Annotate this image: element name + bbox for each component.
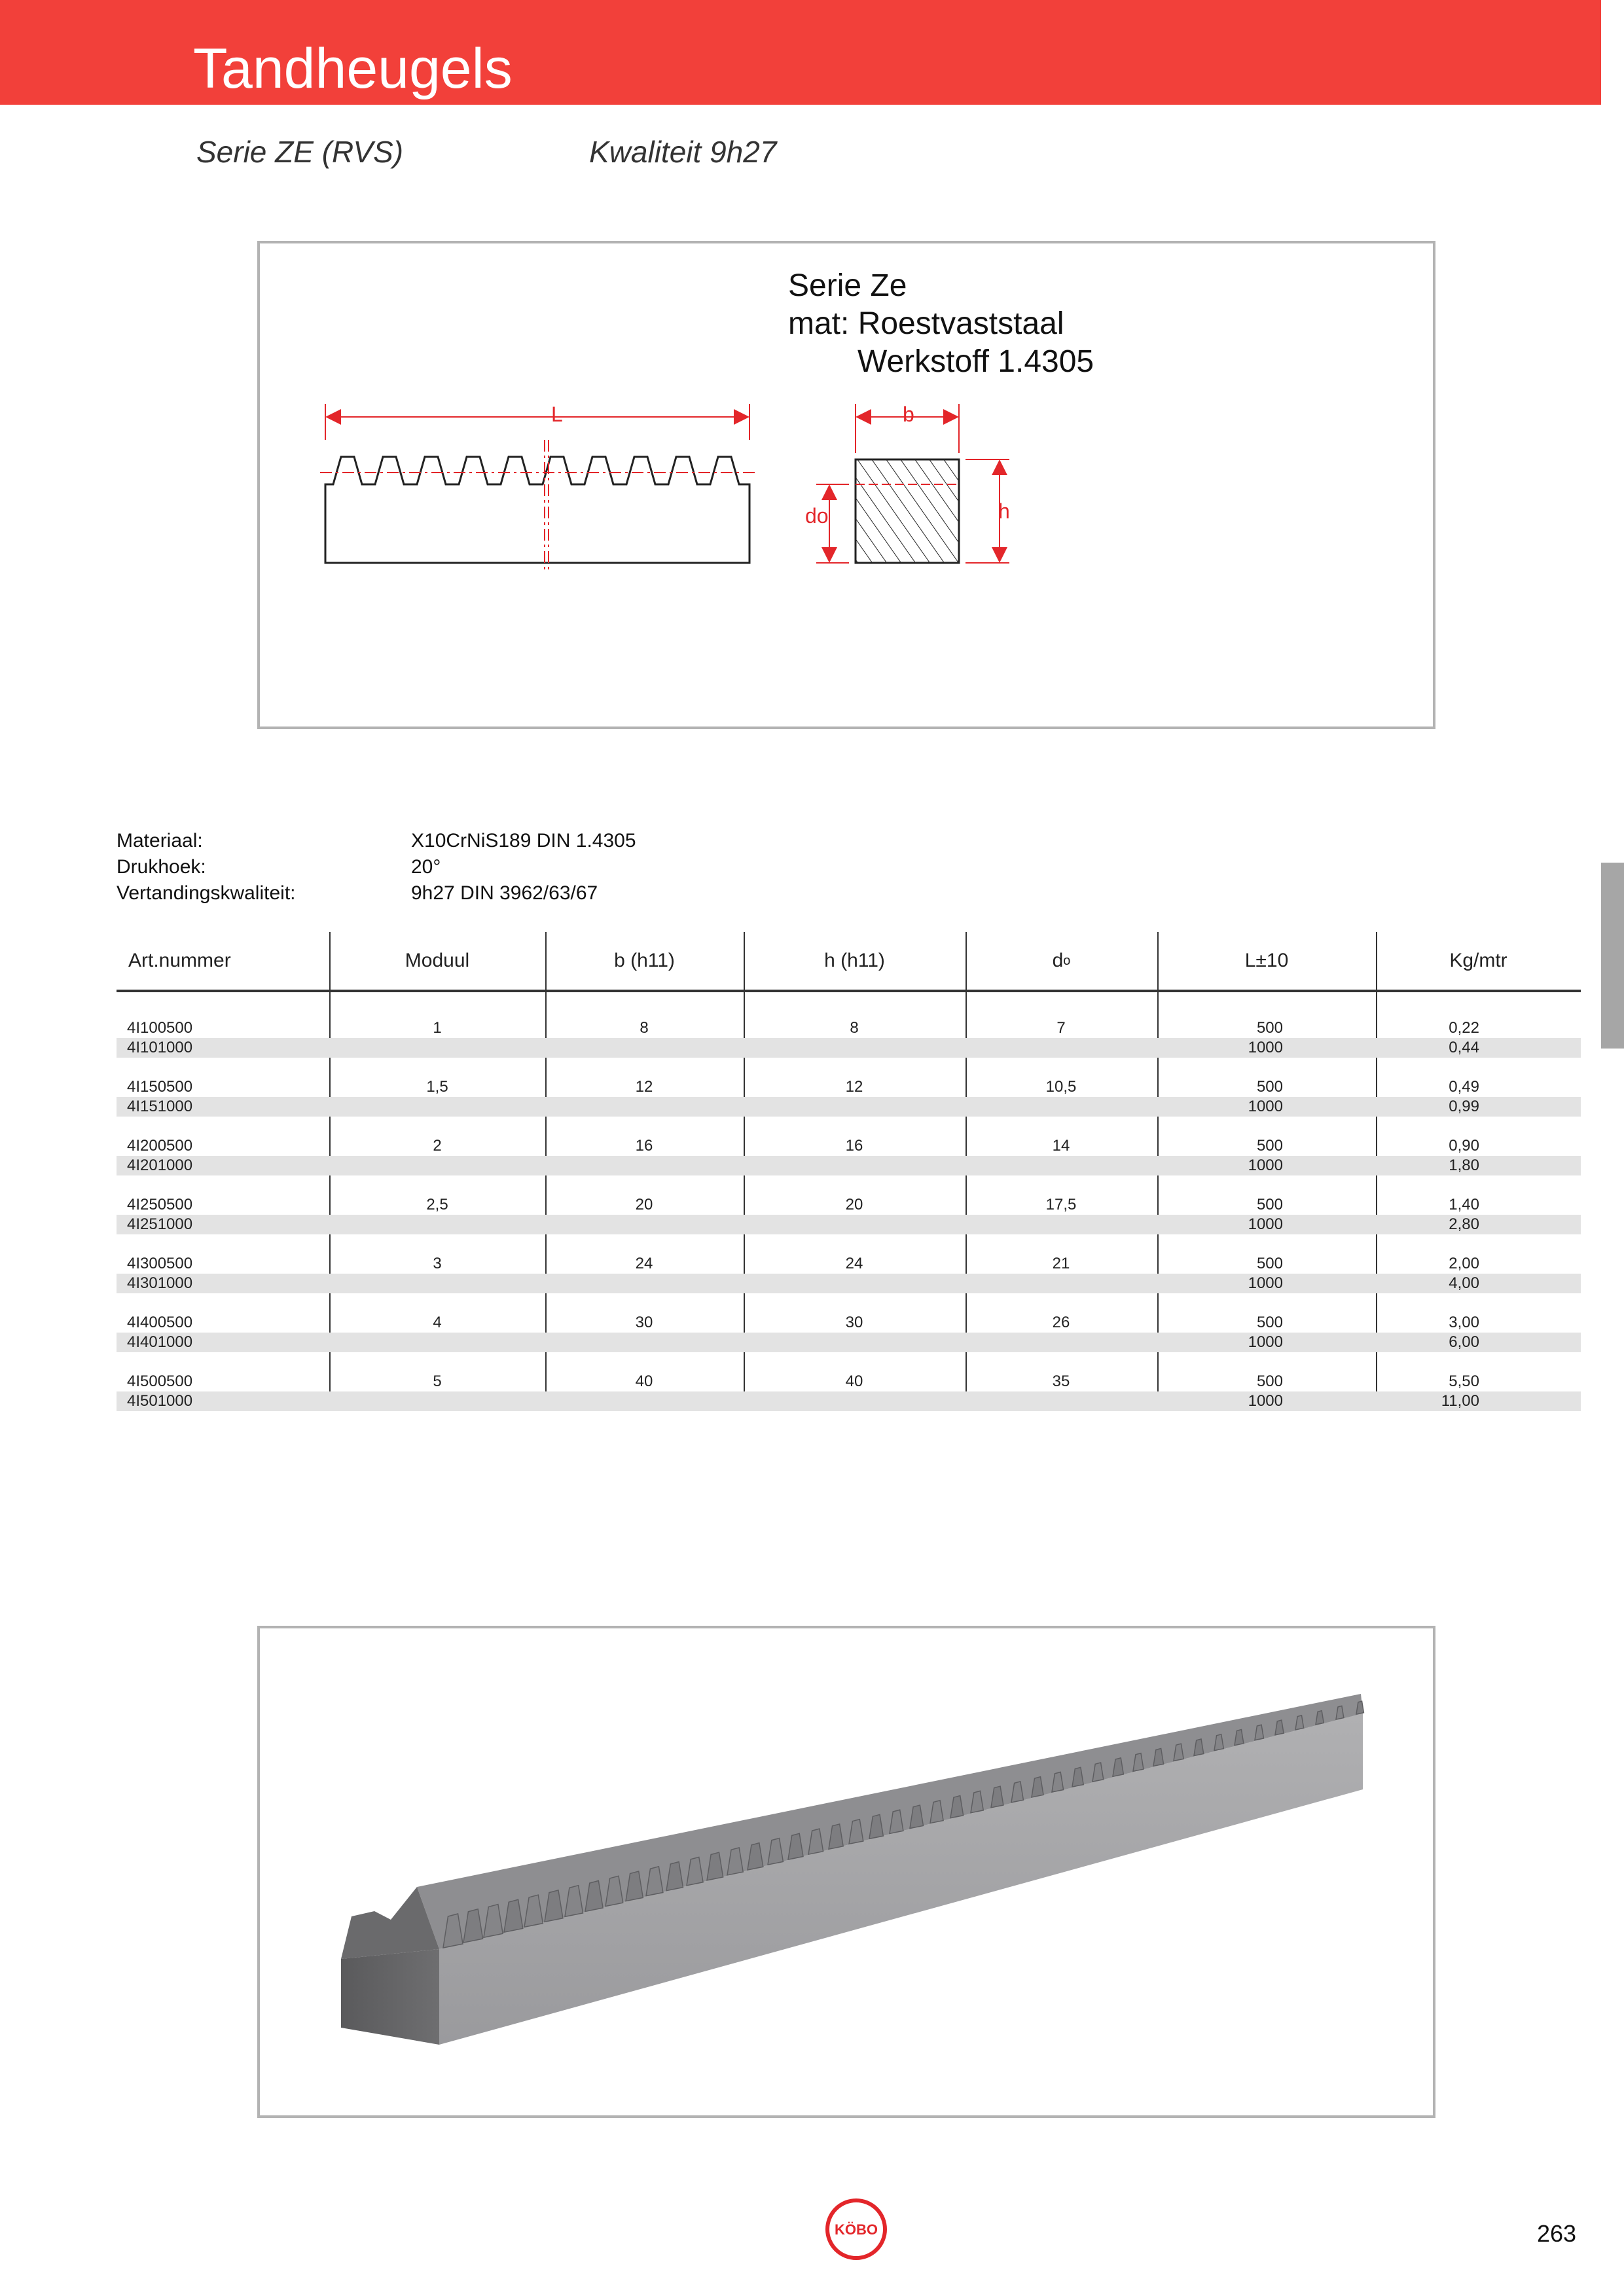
table-row xyxy=(117,1274,1581,1293)
cell-length: 500 xyxy=(1256,1019,1283,1037)
quality-subtitle: Kwaliteit 9h27 xyxy=(589,135,777,169)
header-h: h (h11) xyxy=(824,950,885,971)
spec-label: Drukhoek: xyxy=(117,856,206,878)
cell-do: 14 xyxy=(1052,1137,1070,1155)
dimension-label-do: do xyxy=(805,504,829,528)
cell-b: 24 xyxy=(635,1255,653,1272)
table-row xyxy=(117,1077,1581,1097)
dimension-label-b: b xyxy=(903,403,914,426)
table-row-group xyxy=(117,1136,1581,1195)
cell-h: 16 xyxy=(845,1137,863,1155)
table-row xyxy=(117,1215,1581,1234)
header-d-subscript: o xyxy=(1063,953,1071,968)
cell-kg: 0,44 xyxy=(1449,1039,1479,1056)
cell-h: 20 xyxy=(845,1196,863,1213)
cell-length: 1000 xyxy=(1248,1392,1283,1410)
cell-art: 4I151000 xyxy=(127,1098,193,1115)
cell-h: 40 xyxy=(845,1372,863,1390)
cell-do: 21 xyxy=(1052,1255,1070,1272)
table-row xyxy=(117,1018,1581,1038)
cell-b: 40 xyxy=(635,1372,653,1390)
note-line-3: Werkstoff 1.4305 xyxy=(857,344,1094,379)
product-image-frame xyxy=(257,1626,1435,2118)
table-row xyxy=(117,1136,1581,1156)
table-row-group xyxy=(117,1254,1581,1313)
logo-text: KÖBO xyxy=(835,2221,878,2238)
cell-art: 4I150500 xyxy=(127,1078,193,1096)
spec-label: Vertandingskwaliteit: xyxy=(117,882,296,904)
kobo-logo xyxy=(823,2197,889,2262)
cell-b: 12 xyxy=(635,1078,653,1096)
cell-art: 4I500500 xyxy=(127,1372,193,1390)
series-material-note xyxy=(788,267,1094,381)
cell-moduul: 1,5 xyxy=(426,1078,448,1096)
product-table xyxy=(117,932,1581,1410)
cell-b: 16 xyxy=(635,1137,653,1155)
cell-length: 1000 xyxy=(1248,1215,1283,1233)
cell-art: 4I301000 xyxy=(127,1274,193,1292)
cell-do: 35 xyxy=(1052,1372,1070,1390)
cell-art: 4I201000 xyxy=(127,1157,193,1174)
table-header xyxy=(117,932,1581,990)
cell-moduul: 1 xyxy=(433,1019,442,1037)
cell-kg: 11,00 xyxy=(1441,1392,1479,1410)
cell-length: 500 xyxy=(1256,1137,1283,1155)
cell-b: 30 xyxy=(635,1314,653,1331)
header-moduul: Moduul xyxy=(405,950,470,971)
cell-b: 8 xyxy=(640,1019,649,1037)
table-row-group xyxy=(117,1195,1581,1254)
cell-do: 26 xyxy=(1052,1314,1070,1331)
cell-kg: 4,00 xyxy=(1449,1274,1479,1292)
dimension-label-L: L xyxy=(551,403,563,426)
page-number: 263 xyxy=(1537,2220,1577,2247)
cell-length: 500 xyxy=(1256,1078,1283,1096)
dimension-label-h: h xyxy=(998,499,1010,523)
cell-moduul: 3 xyxy=(433,1255,442,1272)
cell-kg: 0,90 xyxy=(1449,1137,1479,1155)
spec-label: Materiaal: xyxy=(117,830,203,852)
series-subtitle: Serie ZE (RVS) xyxy=(196,135,404,169)
table-row xyxy=(117,1156,1581,1175)
cell-do: 17,5 xyxy=(1045,1196,1077,1213)
cell-b: 20 xyxy=(635,1196,653,1213)
page-title: Tandheugels xyxy=(193,37,513,100)
header-rule xyxy=(117,990,1581,992)
cell-h: 12 xyxy=(845,1078,863,1096)
cell-moduul: 2 xyxy=(433,1137,442,1155)
spec-value: X10CrNiS189 DIN 1.4305 xyxy=(411,830,636,852)
cell-art: 4I401000 xyxy=(127,1333,193,1351)
cell-h: 8 xyxy=(850,1019,859,1037)
table-row-group xyxy=(117,1018,1581,1077)
cell-length: 1000 xyxy=(1248,1098,1283,1115)
cell-art: 4I300500 xyxy=(127,1255,193,1272)
cell-kg: 1,40 xyxy=(1449,1196,1479,1213)
table-row xyxy=(117,1038,1581,1058)
note-line-1: Serie Ze xyxy=(788,268,907,303)
table-body xyxy=(117,1018,1581,1431)
table-row xyxy=(117,1391,1581,1411)
header-do xyxy=(965,932,1157,990)
table-row xyxy=(117,1313,1581,1333)
cell-kg: 5,50 xyxy=(1449,1372,1479,1390)
cell-h: 24 xyxy=(845,1255,863,1272)
table-row xyxy=(117,1372,1581,1391)
cell-kg: 0,22 xyxy=(1449,1019,1479,1037)
cell-length: 500 xyxy=(1256,1314,1283,1331)
cell-art: 4I101000 xyxy=(127,1039,193,1056)
cell-do: 10,5 xyxy=(1045,1078,1077,1096)
cell-h: 30 xyxy=(845,1314,863,1331)
cell-kg: 0,49 xyxy=(1449,1078,1479,1096)
rack-cross-section xyxy=(856,459,959,563)
spec-value: 20° xyxy=(411,856,441,878)
cell-moduul: 5 xyxy=(433,1372,442,1390)
cell-kg: 3,00 xyxy=(1449,1314,1479,1331)
cell-length: 1000 xyxy=(1248,1039,1283,1056)
table-row xyxy=(117,1333,1581,1352)
cell-kg: 0,99 xyxy=(1449,1098,1479,1115)
header-art-nummer: Art.nummer xyxy=(128,950,231,971)
cell-kg: 1,80 xyxy=(1449,1157,1479,1174)
table-row-group xyxy=(117,1313,1581,1372)
table-row-group xyxy=(117,1077,1581,1136)
note-line-2: mat: Roestvaststaal xyxy=(788,306,1064,341)
cell-length: 1000 xyxy=(1248,1274,1283,1292)
cell-art: 4I250500 xyxy=(127,1196,193,1213)
table-row-group xyxy=(117,1372,1581,1431)
cell-length: 500 xyxy=(1256,1196,1283,1213)
header-kg-per-meter: Kg/mtr xyxy=(1449,950,1507,971)
table-row xyxy=(117,1097,1581,1117)
cell-art: 4I501000 xyxy=(127,1392,193,1410)
cell-length: 1000 xyxy=(1248,1157,1283,1174)
cell-kg: 6,00 xyxy=(1449,1333,1479,1351)
cell-length: 1000 xyxy=(1248,1333,1283,1351)
cell-moduul: 2,5 xyxy=(426,1196,448,1213)
cell-art: 4I400500 xyxy=(127,1314,193,1331)
table-row xyxy=(117,1254,1581,1274)
side-index-tab xyxy=(1601,863,1624,1049)
cell-art: 4I100500 xyxy=(127,1019,193,1037)
table-row xyxy=(117,1195,1581,1215)
cell-length: 500 xyxy=(1256,1372,1283,1390)
cell-kg: 2,80 xyxy=(1449,1215,1479,1233)
cell-moduul: 4 xyxy=(433,1314,442,1331)
header-d-label: d xyxy=(1052,950,1064,971)
cell-do: 7 xyxy=(1056,1019,1066,1037)
cell-art: 4I200500 xyxy=(127,1137,193,1155)
header-b: b (h11) xyxy=(614,950,675,971)
cell-length: 500 xyxy=(1256,1255,1283,1272)
header-length: L±10 xyxy=(1244,950,1289,971)
spec-value: 9h27 DIN 3962/63/67 xyxy=(411,882,598,904)
cell-art: 4I251000 xyxy=(127,1215,193,1233)
cell-kg: 2,00 xyxy=(1449,1255,1479,1272)
gear-rack-illustration xyxy=(260,1628,1433,2115)
